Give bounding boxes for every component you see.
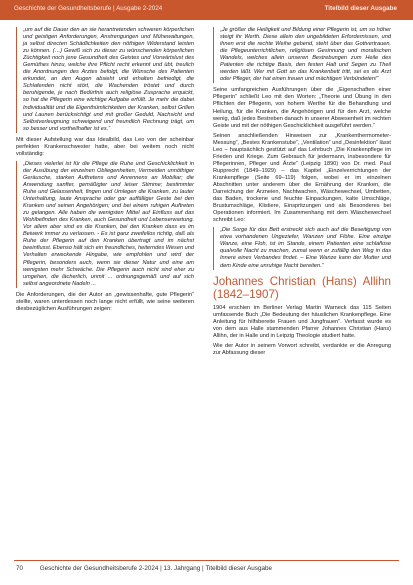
body-paragraph: 1904 erschien im Berliner Verlag Martin Warneck das 115 Seiten umfassende Buch „Die Bedeutung der häuslichen Krankenpflege. Eine Anleitung für hilfsbereite Frauen und Jungfrauen“. Verfasst wurde es von dem aus Halle stammenden Pfarrer Johannes Christian (Hans) Allihn, der in Halle und in Leipzig Theologie studiert hatte.: [213, 304, 391, 339]
section-label: Titelbild dieser Ausgabe: [324, 5, 397, 12]
block-quote: „Dieses vielerlei ist für die Pflege die Ruhe und Geschicklichkeit in der Ausübung der einzelnen Obliegenheiten, Vermeiden unnöthiger Geräusche, starken Auftretens und Anrennens an Mobiliar; die Anwendung sanfter, gemäßigter und leiser Stimme; bestimmter Ruhe und Gelassenheit, fingen und Umlegen die Kranken, zu lauter Unterhaltung, laute Ansprache oder gar auffälliger Geste bei den Kranken und seinen Angehörigen; und bei einem ruhigen Auftreten zu gelangen. Alle haben die wenigsten Mittel auf Einfluss auf das Wohlbefinden des Kranken, auch Gesundheit und Lebenserwartung. Vor allem aber sind es die Kranken, bei den Kranken dass es im Beiwerk immer zu verlassen. - Es ist ganz zweifellos richtig, daß als Ruhe der Pflegerin auf den Kranken übertragt und im nächst beeinflusst. Ebenso hält sich ein freundliches, heiterndes Wesen und Verhalten erweckende Hingabe, wie empfohlen und wird der Pflegerin, besonders auch, wenn sie dieser Natur und eine am wenigsten mehr Schwäche. Die Pflegerin auch nicht sind eher zu umgehen, die lächerlich, unmit ... ordnungsgemäß und auf sich selbst angeordnete Nadeln ...: [16, 161, 194, 288]
page-header-bar: [0, 0, 413, 20]
page-number: 70: [16, 565, 24, 572]
block-quote: „um auf die Dauer den an sie herantretenden schweren körperlichen und geistigen Anforderungen, Anstrengungen und Mühewaltungen, ja selbst directen Schädlichkeiten den nöthigen Widerstand leisten zu können. (…) Gewiß sich zu dieser zu wünschenden körperlichen Züchtigkeit noch jene Gesundheit des Geistes und Vorwärtslust des Gemüthes hinzu, welche ihre Pflicht recht erkennt und übt, treulich die Anordnungen des Arztes befolgt, die Wünsche des Patienten erkundet, an den Augen absieht und erhalten befriedigt, die Schlafenden nicht stört, die Wachenden tröstet und durch beruhigende, je nach Bedürfnis auch religiöse Zusprache erquickt, so hat die Pflegerin eine wichtige Aufgabe erfüllt. Je mehr die dabei Individualität und die Eigenthümlichkeiten der Kranken, selbst Grillen und Launen berücksichtigt und mit großer Geduld, Nachsicht und Selbstverleugnung schweigend und freundlich Rechnung trägt, um so besser und vortheilhafter ist es.“: [16, 27, 194, 133]
body-paragraph: Seine umfangreichen Ausführungen über die „Eigenschaften einer Pflegerin“ schließt Leo mit den Worten: „Theorie und Übung in den Pflichten der Pflegerin, von hohem Werthe für die Behandlung und Heilung, für die Kranken, die Angehörigen und für den Arzt, welche wenig, daß jedes Bestreben danach in unserer Abwesenheit im rechten Geiste und mit der nöthigen Geschicklichkeit ausgeführt werden.“: [213, 87, 391, 129]
block-quote: „Je größer die Heiligkeit und Bildung einer Pflegerin ist, um so höher steigt ihr Werth. Diese allein den ungebildeten Erfordernissen, und ihnen erst die rechte Weihe gebend, steht über das Gottvertrauen, die Pflegeunterrichtlichen, religiösen Gesinnung und moralischen Wandels, welches allein unseren Bestrebungen zum Heile des Patienten die richtige Basis, den festen Halt und Segen zu Theil werden läßt. Wer mit Gott an das Krankenbett tritt, sei es als Arzt oder Pfleger, der hat einen treuen und mächtigen Verbündeten!“: [213, 27, 391, 83]
left-column: [16, 27, 194, 316]
body-paragraph: Wie der Autor in seinem Vorwort schreibt, verdankte er die Anregung zur Abfassung dieser: [213, 342, 391, 356]
page-footer: [16, 565, 272, 572]
body-paragraph: Die Anforderungen, die der Autor an „gewissenhafte, gute Pflegerin“ stellte, waren unterdessen noch lange nicht erfüllt, wie seine weiteren diesbezüglichen Ausführungen zeigen:: [16, 291, 194, 312]
section-heading: Johannes Christian (Hans) Allihn (1842–1907): [213, 274, 391, 301]
body-paragraph: Mit dieser Aufstellung war das Idealbild, das Leo von der scheinbar perfekten Krankenschwester hatte, aber bei weitem noch nicht vollständig:: [16, 136, 194, 157]
block-quote: „Die Sorge für das Bett erstreckt sich auch auf die Beseitigung von etwa vorhandenen Ungeziefer, Wanzen und Flöhe. Eine einzige Wanze, eine Floh, ist im Stande, einem Patienten eine schlaflose qualvolle Nacht zu machen, zumal wenn er zufällig den Weg in das Innere eines Verbandes findet. – Eine Wanze kann der Mutter und dem Kinde eine unruhige Nacht bereiten.“: [213, 227, 391, 269]
body-paragraph: Seinen anschließenden Hinweisen zur „Krankenthermometer-Messung“, „Bestes Krankenstube“, „Ventilation“ und „Desinfektion“ lässt Leo – hauptsächlich gestützt auf das Lehrbuch „Die Krankenpflege im Frieden und Kriege. Zum Gebrauch für jedermann, insbesondere für Pflegerinnen, Pfleger und Ärzte“ (Leipzig 1890) von Dr. med. Paul Rupprecht (1849–1929) – das Kapitel „Einzelverrichtungen der Krankenpflege (Seite 69–119) folgen, wobei er im einzelnen Abschnitten unter anderem über die Ernährung der Kranken, die Darreichung der Arzneien, Nachtwachen, Wäschewechsel, Umbetten, das Baden, trockene und feuchte Einpackungen, kalte Umschläge, Brustumschläge, Klistiere, Einspritzungen und als Besonderes bei Operationen informiert. Im Zusammenhang mit dem Wäschewechsel schreibt Leo:: [213, 132, 391, 224]
right-column: [213, 27, 391, 360]
footer-text: Geschichte der Gesundheitsberufe 2-2024 | 13. Jahrgang | Titelbild dieser Ausgabe: [39, 565, 272, 572]
footer-divider: [14, 560, 399, 561]
journal-issue-label: Geschichte der Gesundheitsberufe | Ausgabe 2-2024: [14, 5, 163, 12]
